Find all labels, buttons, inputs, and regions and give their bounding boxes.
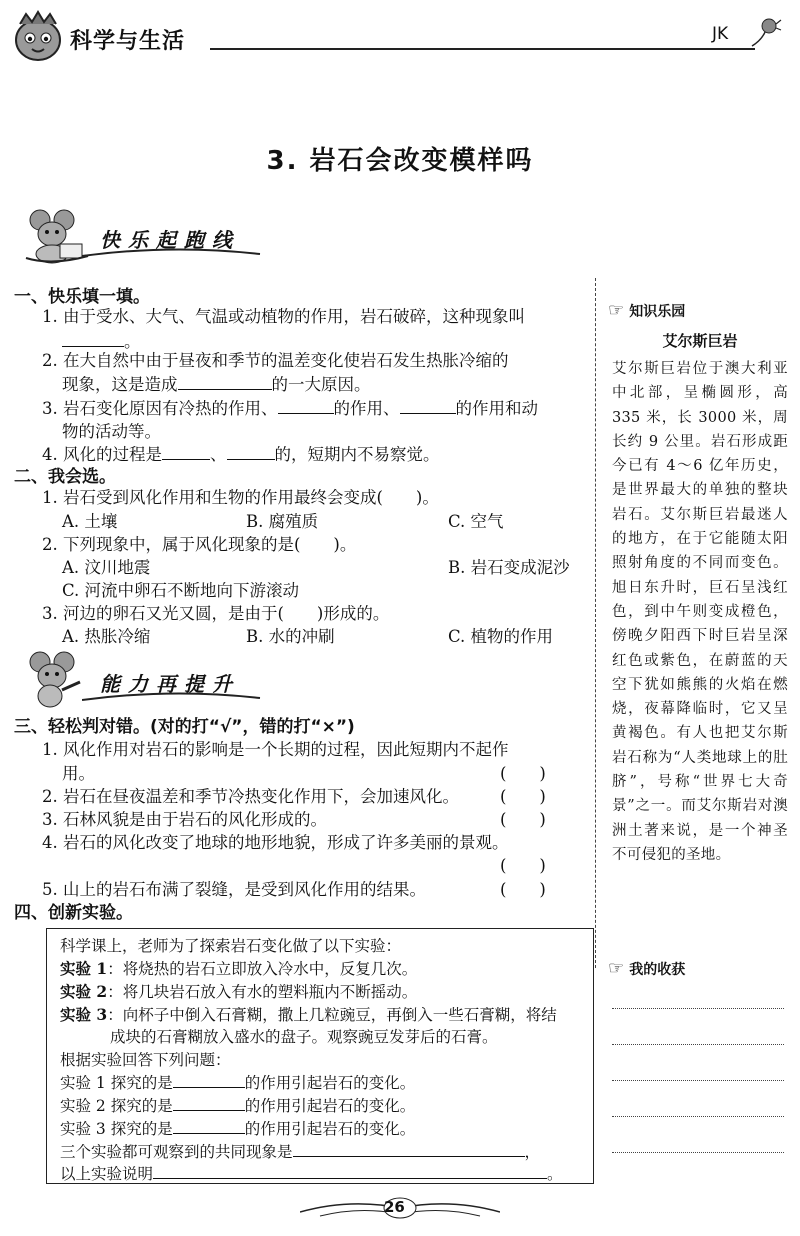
exp-answer-2: 实验 2 探究的是 的作用引起岩石的变化。 [60, 1094, 415, 1116]
s1-q4-line: 4. 风化的过程是 、 的，短期内不易察觉。 [42, 445, 440, 464]
harvest-head: ☞ 我的收获 [608, 958, 686, 979]
article-body: 艾尔斯巨岩位于澳大利亚中北部，呈椭圆形，高 335 米，长 3000 米，周长约 9 公里。岩石形成距今已有 4～6 亿年历史，是世界最大的单独的整块岩石。艾尔斯巨岩最迷人的地方，在于它能随太阳照射角度的不同而变色。旭日东升时，巨石呈浅红色，到中午则变成橙色，傍晚夕阳西下时巨岩呈深红色或紫色，在蔚蓝的天空下犹如熊熊的火焰在燃烧，夜幕降临时，它又呈黄褐色。有人也把艾尔斯岩石称为“人类地球上的肚脐”，号称“世界七大奇景”之一。而艾尔斯岩对澳洲土著来说，是一个神圣不可侵犯的圣地。 [612, 361, 788, 863]
section4-heading: 四、创新实验。 [14, 903, 133, 923]
section3-heading: 三、轻松判对错。(对的打“√”，错的打“×”) [14, 717, 355, 737]
note-line[interactable] [612, 1080, 784, 1081]
s2-q1-opt-b[interactable]: B. 腐殖质 [246, 512, 319, 531]
note-line[interactable] [612, 1152, 784, 1153]
exp3-cont: 成块的石膏糊放入盛水的盘子。观察豌豆发芽后的石膏。 [110, 1028, 498, 1046]
exp-intro: 科学课上，老师为了探索岩石变化做了以下实验： [60, 937, 402, 955]
s2-q1-opt-a[interactable]: A. 土壤 [62, 512, 118, 531]
s3-item2: 2. 岩石在昼夜温差和季节冷热变化作用下，会加速风化。 [42, 787, 459, 806]
exp-ask: 根据实验回答下列问题： [60, 1051, 231, 1069]
s2-q3-opt-a[interactable]: A. 热胀冷缩 [62, 627, 151, 646]
note-line[interactable] [612, 1008, 784, 1009]
blank[interactable] [293, 1140, 525, 1157]
note-line[interactable] [612, 1044, 784, 1045]
mascot-logo-icon [8, 8, 68, 68]
answer-paren[interactable]: ( ) [500, 787, 546, 806]
blank[interactable] [153, 1162, 547, 1179]
answer-paren[interactable]: ( ) [500, 810, 546, 829]
answer-paren[interactable]: ( ) [500, 764, 546, 783]
section2-heading: 二、我会选。 [14, 467, 116, 487]
s2-q3-opt-c[interactable]: C. 植物的作用 [448, 627, 554, 646]
s2-q1: 1. 岩石受到风化作用和生物的作用最终会变成( )。 [42, 488, 439, 507]
s2-q2: 2. 下列现象中，属于风化现象的是( )。 [42, 535, 357, 554]
header-rule [210, 48, 755, 50]
s3-item5: 5. 山上的岩石布满了裂缝，是受到风化作用的结果。 [42, 880, 426, 899]
exp3: 实验 3：向杯子中倒入石膏糊，撒上几粒豌豆，再倒入一些石膏糊，将结 [60, 1005, 557, 1024]
s1-q1-line: 1. 由于受水、大气、气温或动植物的作用，岩石破碎，这种现象叫 [42, 307, 525, 326]
page-number: 26 [384, 1198, 405, 1216]
blank[interactable] [62, 330, 124, 347]
s1-q2-cont: 现象，这是造成 的一大原因。 [62, 375, 371, 394]
banner-swoosh [82, 240, 262, 260]
exp-conclude: 以上实验说明 。 [60, 1162, 563, 1184]
section1-heading: 一、快乐填一填。 [14, 287, 150, 307]
balloon-icon [748, 16, 782, 56]
s1-q3-line: 3. 岩石变化原因有冷热的作用、 的作用、 的作用和动 [42, 399, 538, 418]
blank[interactable] [173, 1071, 245, 1088]
blank[interactable] [173, 1117, 245, 1134]
exp-common: 三个实验都可观察到的共同现象是 ， [60, 1140, 540, 1162]
s1-q2-line: 2. 在大自然中由于昼夜和季节的温差变化使岩石发生热胀冷缩的 [42, 351, 509, 370]
article-title: 艾尔斯巨岩 [662, 332, 738, 350]
exp-answer-1: 实验 1 探究的是 的作用引起岩石的变化。 [60, 1071, 415, 1093]
exp1: 实验 1：将烧热的岩石立即放入冷水中，反复几次。 [60, 959, 418, 978]
s1-q3-cont: 物的活动等。 [62, 422, 161, 441]
s2-q3-opt-b[interactable]: B. 水的冲刷 [246, 627, 335, 646]
s2-q3: 3. 河边的卵石又光又圆，是由于( )形成的。 [42, 604, 390, 623]
banner-swoosh [82, 684, 262, 704]
s3-item3: 3. 石林风貌是由于岩石的风化形成的。 [42, 810, 327, 829]
blank[interactable] [227, 443, 275, 460]
s3-item4: 4. 岩石的风化改变了地球的地形地貌，形成了许多美丽的景观。 [42, 833, 509, 852]
pointing-hand-icon: ☞ [608, 300, 625, 321]
lesson-title: 3. 岩石会改变模样吗 [266, 146, 534, 176]
series-title: 科学与生活 [70, 29, 186, 54]
answer-paren[interactable]: ( ) [500, 856, 546, 875]
s3-item1: 1. 风化作用对岩石的影响是一个长期的过程，因此短期内不起作 [42, 740, 509, 759]
answer-paren[interactable]: ( ) [500, 880, 546, 899]
exp2: 实验 2：将几块岩石放入有水的塑料瓶内不断摇动。 [60, 982, 418, 1001]
s2-q1-opt-c[interactable]: C. 空气 [448, 512, 504, 531]
pointing-hand-icon: ☞ [608, 958, 625, 979]
knowledge-head: ☞ 知识乐园 [608, 300, 686, 321]
banner-quick-start-text: 快乐起跑线 [100, 228, 240, 252]
blank[interactable] [278, 397, 334, 414]
s2-q2-opt-c[interactable]: C. 河流中卵石不断地向下游滚动 [62, 581, 300, 600]
blank[interactable] [178, 373, 272, 390]
s3-item1-cont: 用。 [62, 764, 95, 783]
blank[interactable] [162, 443, 210, 460]
blank[interactable] [173, 1094, 245, 1111]
sidebar-divider [595, 278, 596, 968]
banner-ability-up-text: 能力再提升 [100, 672, 240, 696]
note-line[interactable] [612, 1116, 784, 1117]
blank[interactable] [400, 397, 456, 414]
edition-code: JK [712, 24, 729, 44]
exp-answer-3: 实验 3 探究的是 的作用引起岩石的变化。 [60, 1117, 415, 1139]
banner-ability-up [22, 650, 262, 710]
banner-quick-start [22, 206, 262, 266]
s2-q2-opt-a[interactable]: A. 汶川地震 [62, 558, 151, 577]
s1-q1-cont: 。 [62, 328, 141, 352]
s2-q2-opt-b[interactable]: B. 岩石变成泥沙 [448, 558, 570, 577]
